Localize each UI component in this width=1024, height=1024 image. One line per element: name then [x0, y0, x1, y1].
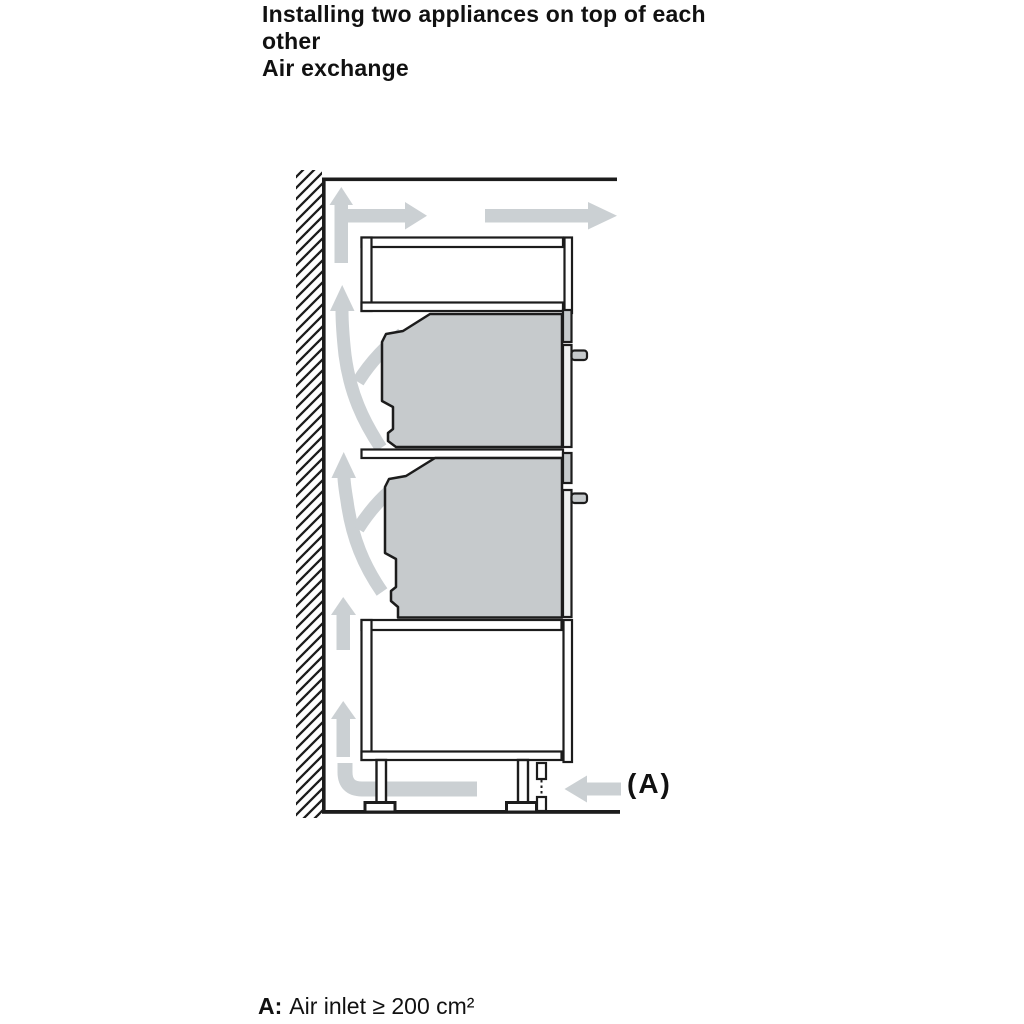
base-cabinet-left-foot: [365, 803, 395, 813]
base-cabinet-left-board: [362, 620, 372, 760]
wall-line: [322, 178, 326, 814]
upper-appliance-door: [563, 345, 572, 447]
legend-key: A:: [258, 993, 283, 1019]
intermediate-shelf: [362, 450, 564, 459]
upper-appliance-handle: [572, 351, 588, 361]
title-line-1: Installing two appliances on top of each: [262, 1, 706, 27]
plinth-flow-band: [345, 763, 477, 789]
curved-arrow-lower-outer: [344, 477, 382, 592]
upper-appliance-body: [382, 314, 562, 447]
curved-arrow-upper-head: [330, 285, 355, 311]
exhaust-right-arrow2-head: [588, 202, 617, 230]
top-cabinet-front-bar: [565, 238, 573, 314]
wall-hatching: [296, 170, 322, 818]
subtitle-air-exchange: Air exchange: [262, 55, 409, 81]
legend-text: Air inlet ≥ 200 cm²: [289, 993, 475, 1019]
legend-caption: [258, 993, 474, 1020]
title-line-2: other: [262, 28, 321, 54]
lower-appliance-handle: [572, 494, 588, 504]
wall-up-arrow1-head: [331, 597, 356, 615]
lower-appliance-door: [563, 490, 572, 617]
plinth-adjuster-top: [537, 763, 546, 779]
lower-appliance-front-trim: [563, 453, 572, 483]
base-cabinet-front-bar: [564, 620, 573, 762]
base-cabinet-left-leg: [377, 760, 387, 803]
base-cabinet-right-foot: [507, 803, 537, 813]
niche-top-line: [322, 178, 617, 182]
top-cabinet-left-board: [362, 238, 372, 312]
base-cabinet-right-leg: [518, 760, 528, 803]
base-cabinet-top-board: [362, 620, 562, 630]
curved-arrow-lower-head: [332, 452, 357, 478]
lower-appliance: [385, 453, 587, 618]
wall-up-arrow2-body: [337, 717, 351, 757]
lower-appliance-body: [385, 458, 562, 618]
wall-up-arrow1-body: [337, 613, 351, 650]
exhaust-up-arrow-head: [330, 187, 354, 205]
top-cabinet-bottom-board: [362, 303, 564, 312]
upper-appliance: [382, 310, 587, 447]
air-inlet-arrow-head: [565, 776, 588, 803]
wall-up-arrow2-head: [331, 701, 356, 719]
air-inlet-arrow-body: [586, 783, 621, 796]
plinth-adjuster-bottom: [537, 797, 546, 811]
top-cabinet-top-board: [362, 238, 564, 248]
exhaust-right-arrow1-body: [341, 209, 405, 223]
exhaust-right-arrow1-head: [405, 202, 427, 230]
top-cabinet: [362, 238, 573, 314]
exhaust-right-arrow2-body: [485, 209, 588, 223]
base-cabinet-bottom-board: [362, 752, 562, 761]
air-inlet-label: (A): [627, 768, 672, 799]
upper-appliance-front-trim: [563, 310, 572, 342]
